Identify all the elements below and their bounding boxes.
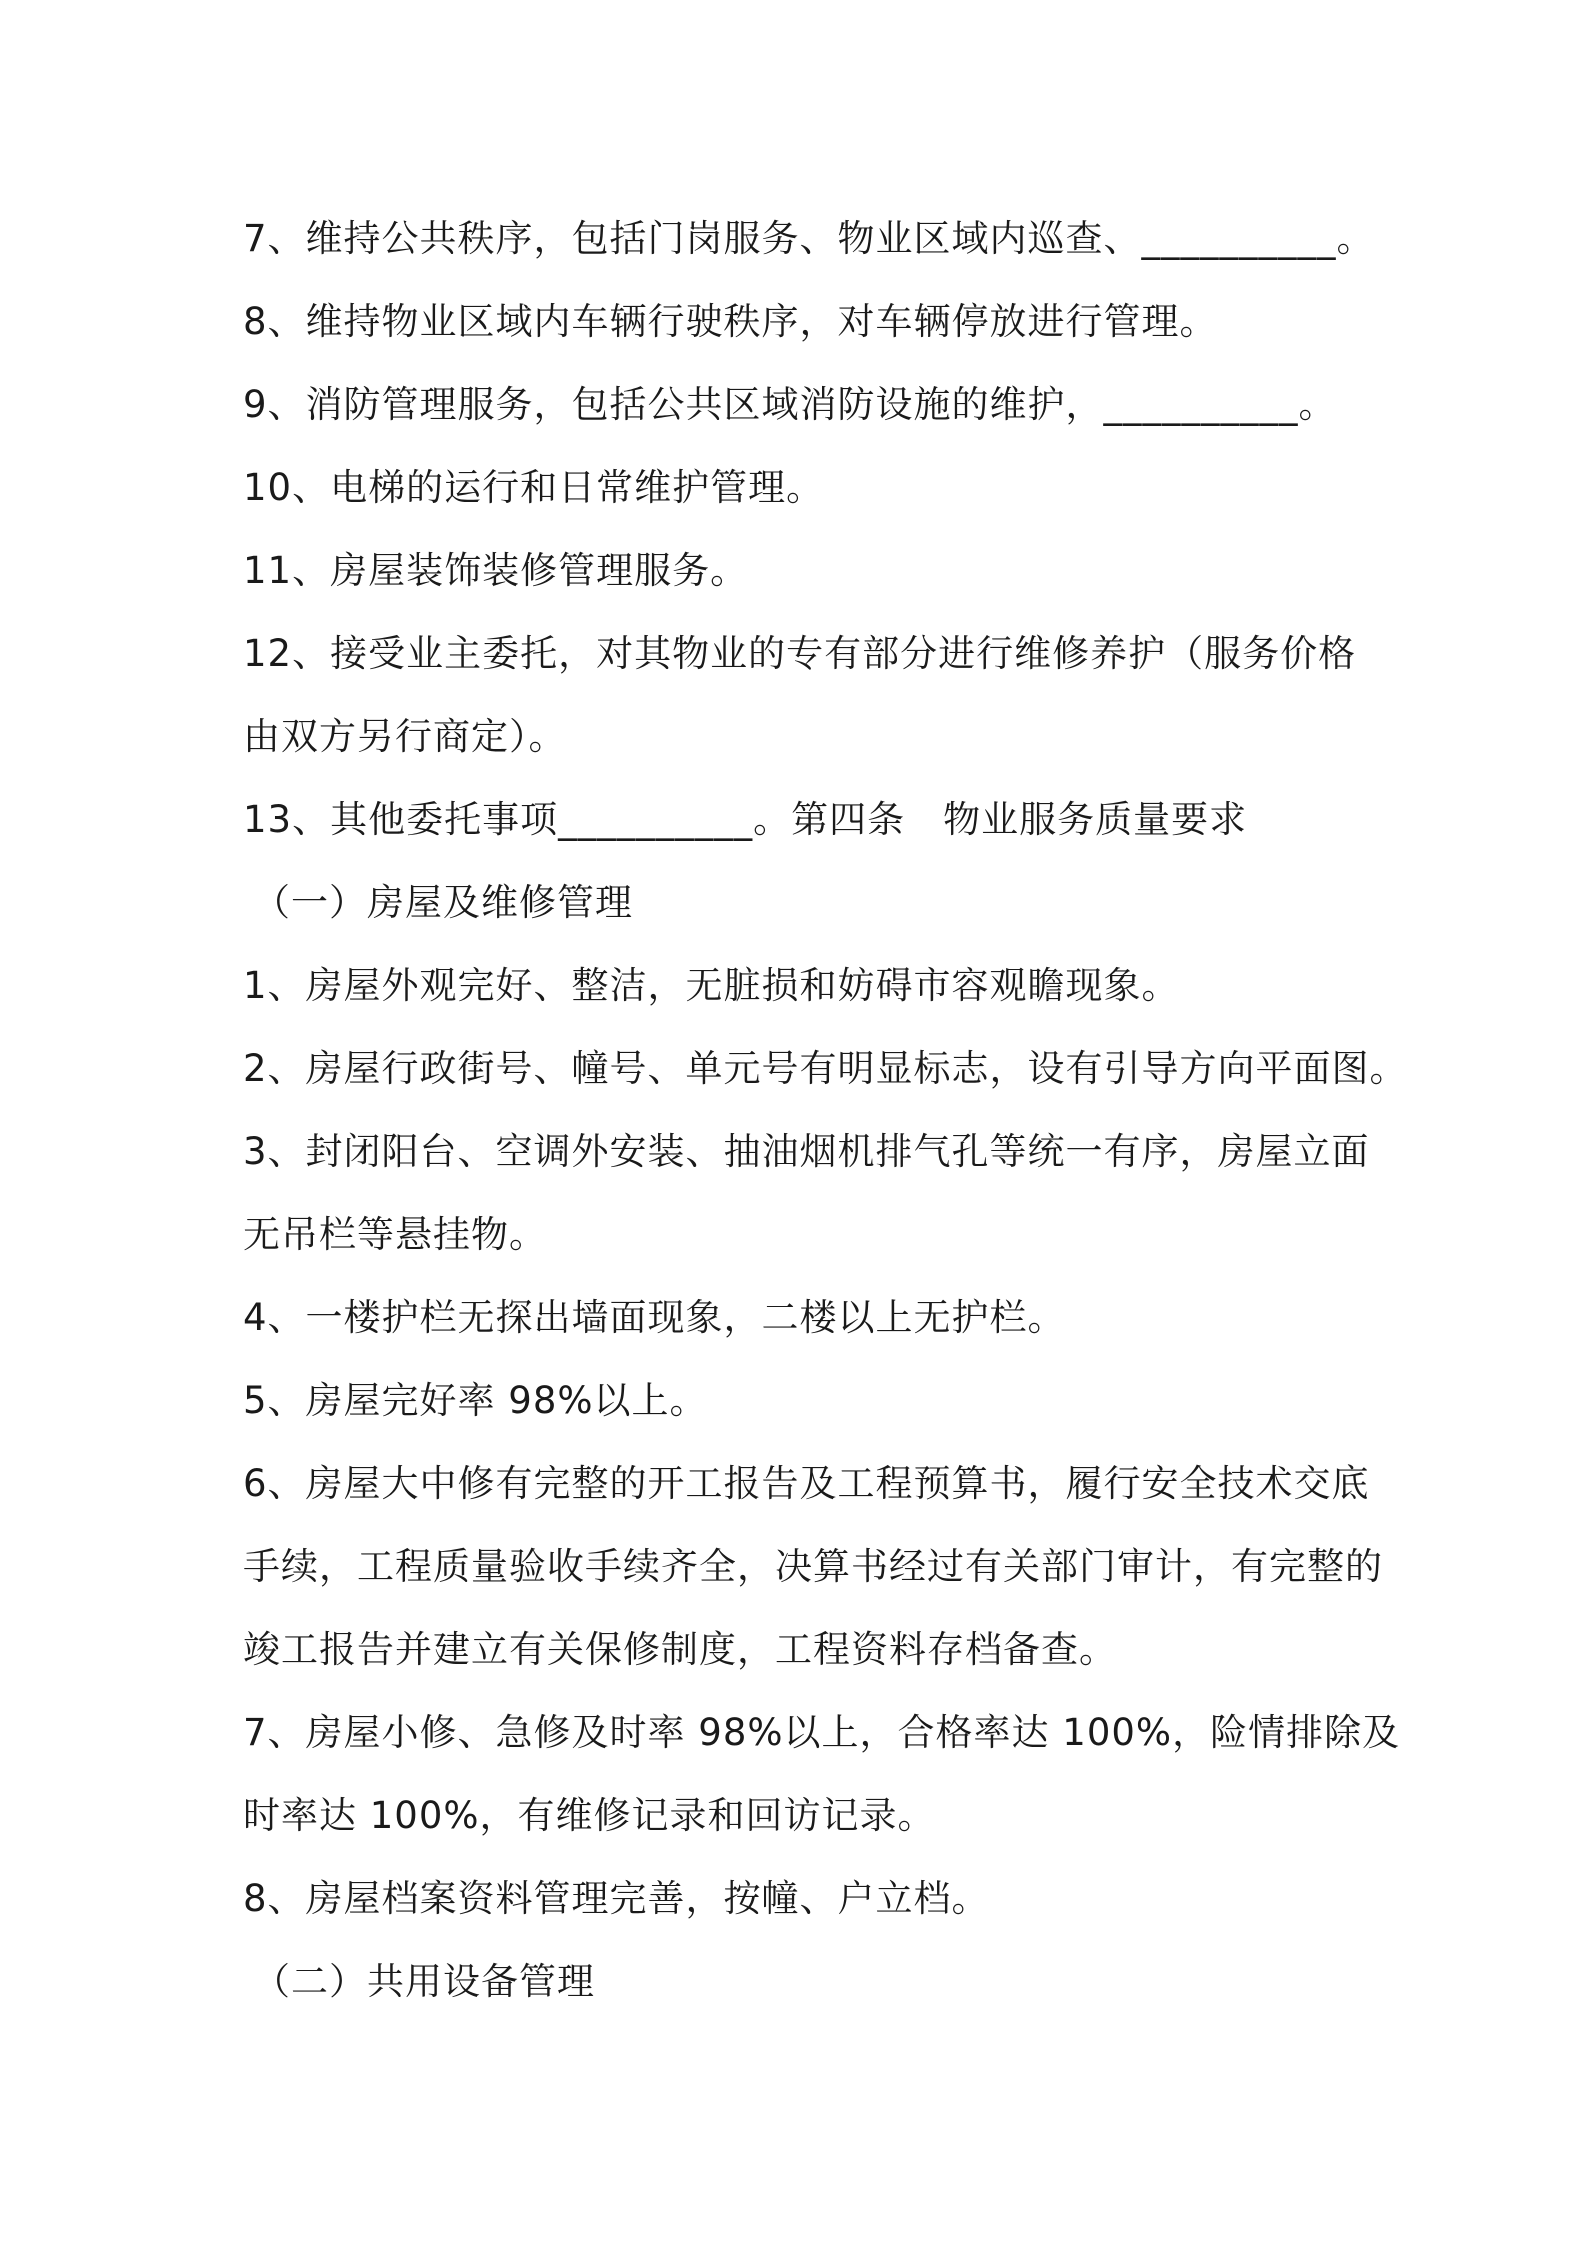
clause-line: 竣工报告并建立有关保修制度，工程资料存档备查。	[243, 1628, 1117, 1671]
clause-line: 13、其他委托事项__________。第四条 物业服务质量要求	[243, 798, 1248, 841]
clause-line: 6、房屋大中修有完整的开工报告及工程预算书，履行安全技术交底	[243, 1462, 1370, 1505]
clause-line: 2、房屋行政街号、幢号、单元号有明显标志，设有引导方向平面图。	[243, 1047, 1408, 1090]
clause-line: 8、维持物业区域内车辆行驶秩序，对车辆停放进行管理。	[243, 300, 1218, 343]
clause-line: 11、房屋装饰装修管理服务。	[243, 549, 749, 592]
clause-line: 12、接受业主委托，对其物业的专有部分进行维修养护（服务价格	[243, 632, 1357, 675]
clause-line: 9、消防管理服务，包括公共区域消防设施的维护，__________。	[243, 383, 1337, 426]
clause-line: 5、房屋完好率 98%以上。	[243, 1379, 708, 1422]
clause-line: 时率达 100%，有维修记录和回访记录。	[243, 1794, 936, 1837]
document-body	[243, 197, 1408, 2023]
clause-line: 7、维持公共秩序，包括门岗服务、物业区域内巡查、__________。	[243, 217, 1375, 260]
clause-line: 由双方另行商定）。	[243, 715, 567, 758]
clause-line: 手续，工程质量验收手续齐全，决算书经过有关部门审计，有完整的	[243, 1545, 1383, 1588]
clause-line: 8、房屋档案资料管理完善，按幢、户立档。	[243, 1877, 990, 1920]
clause-line: 1、房屋外观完好、整洁，无脏损和妨碍市容观瞻现象。	[243, 964, 1180, 1007]
clause-line: 4、一楼护栏无探出墙面现象，二楼以上无护栏。	[243, 1296, 1066, 1339]
clause-line: 10、电梯的运行和日常维护管理。	[243, 466, 825, 509]
section-heading: （二）共用设备管理	[253, 1960, 595, 2003]
clause-line: 无吊栏等悬挂物。	[243, 1213, 547, 1256]
clause-line: 3、封闭阳台、空调外安装、抽油烟机排气孔等统一有序，房屋立面	[243, 1130, 1370, 1173]
clause-line: 7、房屋小修、急修及时率 98%以上，合格率达 100%，险情排除及	[243, 1711, 1401, 1754]
section-heading: （一）房屋及维修管理	[253, 881, 633, 924]
